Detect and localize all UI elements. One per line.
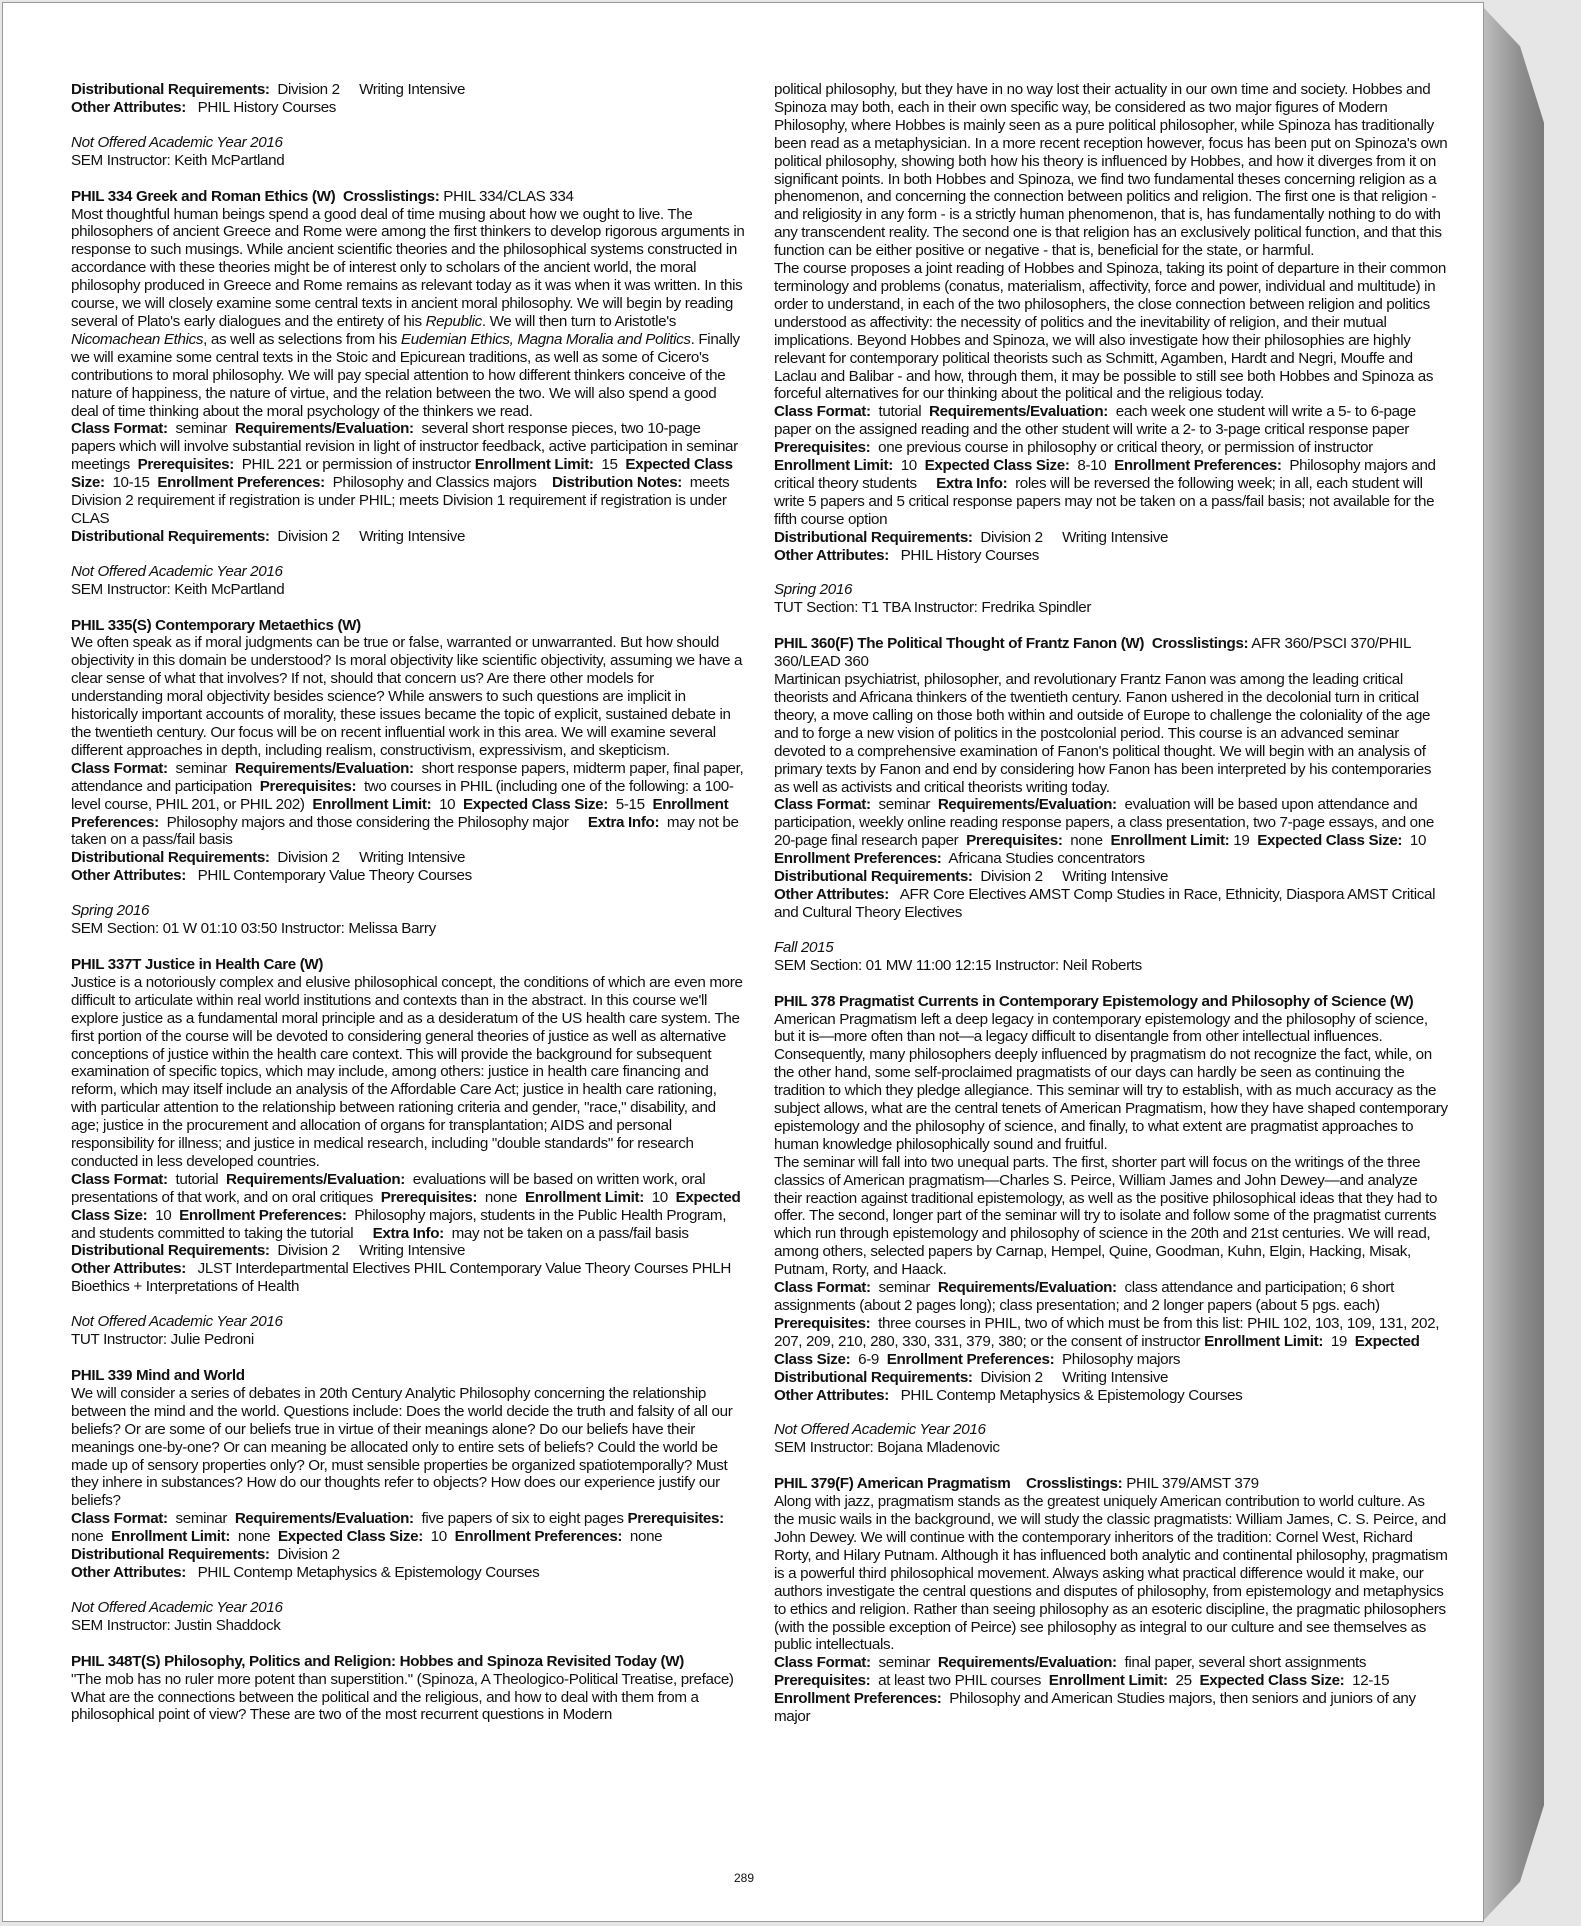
prereq-label: Prerequisites: <box>774 1314 871 1332</box>
dist-label: Distributional Requirements: <box>71 527 270 545</box>
course-details <box>71 1510 745 1546</box>
enroll-value: 10 <box>900 457 917 475</box>
enroll-label: Enrollment Limit: <box>474 456 594 474</box>
left-column <box>71 81 745 1742</box>
course-quote: "The mob has no ruler more potent than superstition." (Spinoza, A Theologico-Political Treatise, preface) <box>71 1670 734 1688</box>
course-phil-378 <box>774 993 1448 1458</box>
attr-value: PHIL Contemp Metaphysics & Epistemology Courses <box>197 1563 540 1581</box>
course-phil-348t-cont <box>774 81 1448 617</box>
format-value: seminar <box>175 420 228 438</box>
course-title: PHIL 378 Pragmatist Currents in Contemporary Epistemology and Philosophy of Science (W) <box>774 992 1414 1010</box>
course-description-2: The seminar will fall into two unequal parts. The first, shorter part will focus on the writings of the three classics of American pragmatism—Charles S. Peirce, William James and John Dewey—and analyze their reaction against traditional epistemology, as well as the positive philosophical ideas that they had to offer. The second, longer part of the seminar will try to isolate and follow some of the pragmatist currents which run through epistemology and philosophy of science in the 20th and 21st centuries. We will read, among others, selected papers by Carnap, Hempel, Quine, Goodman, Kuhn, Elgin, Hacking, Misak, Putnam, Rorty, and Haack. <box>774 1153 1438 1279</box>
extra-label: Extra Info: <box>587 813 660 831</box>
attr-label: Other Attributes: <box>71 1260 186 1278</box>
section-info: TUT Instructor: Julie Pedroni <box>71 1331 254 1349</box>
pref-value: Africana Studies concentrators <box>948 850 1145 868</box>
dist-label: Distributional Requirements: <box>774 528 973 546</box>
size-value: 8-10 <box>1077 457 1107 475</box>
size-label: Expected Class Size: <box>463 795 608 813</box>
req-label: Requirements/Evaluation: <box>937 796 1117 814</box>
format-label: Class Format: <box>71 1170 168 1188</box>
section-info: SEM Section: 01 W 01:10 03:50 Instructor: Melissa Barry <box>71 920 436 938</box>
req-label: Requirements/Evaluation: <box>937 1654 1117 1672</box>
size-label: Expected Class Size: <box>1257 832 1403 850</box>
course-details <box>71 760 745 850</box>
section-info: SEM Instructor: Keith McPartland <box>71 151 285 169</box>
text-line <box>71 1242 745 1260</box>
section-info: TUT Section: T1 TBA Instructor: Fredrika Spindler <box>774 599 1092 617</box>
dist-label: Distributional Requirements: <box>71 1242 270 1260</box>
attr-value: PHIL Contemporary Value Theory Courses <box>197 867 472 885</box>
attr-value: PHIL Contemp Metaphysics & Epistemology Courses <box>900 1386 1243 1404</box>
format-label: Class Format: <box>774 403 871 421</box>
enroll-value: 25 <box>1175 1672 1192 1690</box>
req-value: evaluation will be based upon attendance and participation, weekly online reading response papers, a class presentation, two 7-page essays, and one 20-page final research paper <box>774 796 1434 850</box>
section-info: SEM Instructor: Justin Shaddock <box>71 1616 281 1634</box>
format-value: seminar <box>175 1510 228 1528</box>
catalog-page <box>2 2 1484 1922</box>
course-description <box>71 206 745 421</box>
section-info: SEM Section: 01 MW 11:00 12:15 Instructor: Neil Roberts <box>774 956 1142 974</box>
dist-value: Division 2 <box>277 81 340 98</box>
enroll-label: Enrollment Limit: <box>774 457 893 475</box>
offering-term: Spring 2016 <box>71 902 150 920</box>
prereq-value: one previous course in philosophy or critical theory, or permission of instructor <box>878 439 1373 457</box>
req-value: five papers of six to eight pages <box>421 1510 624 1528</box>
req-value: several short response pieces, two 10-page papers which will involve substantial revision in light of instructor feedback, active participation in seminar meetings <box>71 420 738 474</box>
pref-value: Philosophy and American Studies majors, then seniors and juniors of any major <box>774 1690 1416 1726</box>
pref-value: Philosophy majors and critical theory students <box>774 457 1436 492</box>
dist-value: Division 2 <box>277 1546 340 1564</box>
crosslistings-value: PHIL 334/CLAS 334 <box>443 187 574 205</box>
text-line <box>774 886 1448 922</box>
pref-value: Philosophy majors, students in the Public Health Program, and students committed to taking the tutorial <box>71 1206 727 1242</box>
attr-label: Other Attributes: <box>71 867 186 885</box>
pref-label: Enrollment Preferences: <box>157 474 325 492</box>
pref-label: Enrollment Preferences: <box>179 1206 347 1224</box>
text-line <box>71 1546 745 1564</box>
offering-term: Fall 2015 <box>774 938 834 956</box>
course-title: PHIL 334 Greek and Roman Ethics (W) <box>71 187 336 205</box>
dist-value2: Writing Intensive <box>1062 868 1169 886</box>
dist-label: Distributional Requirements: <box>71 1546 270 1564</box>
dist-value2: Writing Intensive <box>359 849 466 867</box>
dist-label: Distributional Requirements: <box>774 868 973 886</box>
course-title: PHIL 379(F) American Pragmatism <box>774 1475 1011 1493</box>
size-value: 10-15 <box>112 474 150 492</box>
course-details <box>774 1654 1448 1726</box>
pref-label: Enrollment Preferences: <box>774 850 942 868</box>
course-description: Martinican psychiatrist, philosopher, and revolutionary Frantz Fanon was among the leading critical theorists and Africana thinkers of the twentieth century. Fanon ushered in the decolonial turn in critical theory, a move calling on those both within and outside of Europe to challenge the coloniality of the age and to forge a new vision of politics in the postcolonial period. This course is an advanced seminar devoted to a comprehensive examination of Fanon's political thought. We will begin with an analysis of primary texts by Fanon and end by considering how Fanon has been interpreted by his contemporaries as well as activists and critical theorists writing today. <box>774 671 1432 796</box>
enroll-value: none <box>237 1528 271 1546</box>
size-label: Expected Class Size: <box>277 1528 423 1546</box>
attr-label: Other Attributes: <box>774 1386 889 1404</box>
enroll-value: 10 <box>439 795 456 813</box>
text-line <box>71 528 745 546</box>
crosslistings-value: PHIL 379/AMST 379 <box>1126 1475 1259 1493</box>
size-label: Expected Class Size: <box>924 457 1070 475</box>
prev-course-tail <box>71 81 745 170</box>
course-details <box>774 796 1448 868</box>
extra-label: Extra Info: <box>372 1224 444 1242</box>
format-value: tutorial <box>175 1170 219 1188</box>
pref-value: Philosophy and Classics majors <box>332 474 537 492</box>
crosslistings-label: Crosslistings: <box>1151 635 1249 653</box>
attr-label: Other Attributes: <box>71 1563 186 1581</box>
course-description: What are the connections between the political and the religious, and how to deal with them from a philosophical point of view? These are two of the most recurrent questions in Modern <box>71 1688 699 1724</box>
text-line <box>71 1260 745 1296</box>
text-line <box>774 1369 1448 1387</box>
format-value: seminar <box>175 759 228 777</box>
dist-value2: Writing Intensive <box>1062 1368 1169 1386</box>
prereq-value: three courses in PHIL, two of which must be from this list: PHIL 102, 103, 109, 131, 202, 207, 209, 210, 280, 330, 331, 379, 380; or the consent of instructor <box>774 1314 1440 1350</box>
desc-c: , as well as selections from his <box>203 330 401 348</box>
enroll-label: Enrollment Limit: <box>1048 1672 1168 1690</box>
pref-value: Philosophy majors and those considering the Philosophy major <box>166 813 569 831</box>
course-phil-360 <box>774 635 1448 974</box>
text-line <box>774 547 1448 565</box>
crosslistings-label: Crosslistings: <box>1025 1475 1123 1493</box>
format-label: Class Format: <box>71 759 168 777</box>
course-description: Justice is a notoriously complex and elusive philosophical concept, the conditions of which are even more difficult to articulate within real world institutions and contexts than in the abstract. In this course we'll explore justice as a fundamental moral principle and as a desideratum of the US health care system. The first portion of the course will be devoted to considering general theories of justice as well as alternative conceptions of justice within the health care context. This will provide the background for subsequent examination of specific topics, which may include, among others: justice in health care financing and reform, which may itself include an analysis of the Affordable Care Act; justice in health care rationing, with particular attention to the relationship between rationing criteria and gender, "race," disability, and age; justice in the procurement and allocation of organs for transplantation; AIDS and personal responsibility for illness; and justice in medical research, including "double standards" for research conducted in less developed countries. <box>71 973 743 1170</box>
desc-i1: Republic <box>425 312 482 330</box>
size-label: Expected Class Size: <box>71 456 733 492</box>
pref-value: Philosophy majors <box>1062 1350 1181 1368</box>
format-value: seminar <box>878 796 931 814</box>
prereq-label: Prerequisites: <box>774 439 871 457</box>
dist-value: Division 2 <box>980 868 1043 886</box>
course-phil-335 <box>71 617 745 938</box>
pref-label: Enrollment Preferences: <box>454 1528 623 1546</box>
attr-label: Other Attributes: <box>774 546 889 564</box>
course-phil-339 <box>71 1367 745 1635</box>
desc-a: Most thoughtful human beings spend a good deal of time musing about how we ought to live. The philosophers of ancient Greece and Rome were among the first thinkers to develop rigorous arguments in response to such musings. While ancient scientific theories and the philosophical systems constructed in accordance with these theories might be of interest only to scholars of the ancient world, the moral philosophy produced in Greece and Rome remains as relevant today as it was when it was written. In this course, we will closely examine some central texts in ancient moral philosophy. We will begin by reading several of Plato's early dialogues and the entirety of his <box>71 205 745 330</box>
dist-value2: Writing Intensive <box>359 527 466 545</box>
course-description: American Pragmatism left a deep legacy in contemporary epistemology and the philosophy of science, but it is—more often than not—a legacy difficult to disentangle from other intellectual influences. Consequently, many philosophers deeply influenced by pragmatism do not recognize the fact, while, on the other hand, some self-proclaimed pragmatists of our days can hardly be seen as continuing the tradition to which they pledge allegiance. This seminar will try to establish, with as much accuracy as the subject allows, what are the central tenets of American Pragmatism, how they have shaped contemporary epistemology and the philosophy of science, and finally, to what extent are pragmatist approaches to human knowledge philosophically sound and fruitful. <box>774 1010 1448 1153</box>
offering-term: Not Offered Academic Year 2016 <box>71 562 283 580</box>
offering-term: Not Offered Academic Year 2016 <box>71 1313 283 1331</box>
page-number: 289 <box>733 1871 755 1885</box>
text-line <box>774 529 1448 547</box>
req-label: Requirements/Evaluation: <box>234 1510 414 1528</box>
dist-value2: Writing Intensive <box>359 1242 466 1260</box>
size-value: 5-15 <box>615 795 645 813</box>
course-details <box>774 403 1448 528</box>
enroll-label: Enrollment Limit: <box>312 795 432 813</box>
prereq-label: Prerequisites: <box>627 1510 724 1528</box>
course-description: We often speak as if moral judgments can be true or false, warranted or unwarranted. But how should objectivity in this domain be understood? Is moral objectivity like scientific objectivity, assuming we have a clear sense of what that involves? If not, should that concern us? Are there other models for understanding moral objectivity besides science? While answers to such questions are implicit in historically important accounts of morality, these issues became the topic of explicit, sustained debate in the twentieth century. Our focus will be on recent influential work in this area. We will examine several different approaches in depth, including realism, constructivism, expressivism, and skepticism. <box>71 634 743 759</box>
course-title: PHIL 335(S) Contemporary Metaethics (W) <box>71 616 361 634</box>
text-line <box>774 635 1448 671</box>
crosslistings-label: Crosslistings: <box>343 187 440 205</box>
prereq-label: Prerequisites: <box>259 777 357 795</box>
size-label: Expected Class Size: <box>774 1332 1420 1368</box>
course-title: PHIL 348T(S) Philosophy, Politics and Religion: Hobbes and Spinoza Revisited Today (W) <box>71 1652 684 1670</box>
req-label: Requirements/Evaluation: <box>929 403 1108 421</box>
course-phil-348t <box>71 1653 745 1725</box>
prereq-label: Prerequisites: <box>380 1188 478 1206</box>
notes-label: Distribution Notes: <box>551 474 682 492</box>
enroll-label: Enrollment Limit: <box>1110 832 1230 850</box>
prereq-label: Prerequisites: <box>966 832 1063 850</box>
section-info: SEM Instructor: Keith McPartland <box>71 580 285 598</box>
attr-label: Other Attributes: <box>71 98 186 116</box>
pref-value: none <box>629 1528 663 1546</box>
extra-value: may not be taken on a pass/fail basis <box>71 813 739 849</box>
course-phil-379 <box>774 1475 1448 1726</box>
req-label: Requirements/Evaluation: <box>937 1279 1117 1297</box>
crosslistings-value: AFR 360/PSCI 370/PHIL 360/LEAD 360 <box>774 635 1411 671</box>
enroll-label: Enrollment Limit: <box>525 1188 644 1206</box>
pref-label: Enrollment Preferences: <box>1114 457 1282 475</box>
extra-value: roles will be reversed the following week; in all, each student will write 5 papers and 5 critical response papers may not be taken on a pass/fail basis; not available for the fifth course option <box>774 474 1435 528</box>
text-line <box>71 81 745 99</box>
prereq-value: none <box>484 1188 518 1206</box>
attr-value: JLST Interdepartmental Electives PHIL Contemporary Value Theory Courses PHLH Bioethics + Interpretations of Health <box>71 1260 731 1296</box>
text-line <box>774 1387 1448 1405</box>
prereq-label: Prerequisites: <box>774 1672 871 1690</box>
format-value: seminar <box>878 1279 931 1297</box>
course-description: political philosophy, but they have in no way lost their actuality in our own time and society. Hobbes and Spinoza may both, each in their own specific way, be considered as two major figures of Modern Philosophy, where Hobbes is mainly seen as a pure political philosopher, while Spinoza has traditionally been read as a metaphysician. In a more recent reception however, focus has been put on Spinoza's own political philosophy, showing both how his theory is influenced by Hobbes, and how it diverges from it on significant points. In both Hobbes and Spinoza, we find two fundamental theses concerning religion as a phenomenon, and concerning the connection between politics and religion. The first one is that religion - and religiosity in any form - is a strictly human phenomenon, that is, has fundamentally nothing to do with any transcendent reality. The second one is that religion has an exclusively political function, and that this function can be either positive or negative - that is, beneficial for the state, or harmful. <box>774 81 1448 260</box>
text-line <box>71 99 745 117</box>
dist-value: Division 2 <box>277 527 340 545</box>
size-value: 10 <box>155 1206 172 1224</box>
format-value: tutorial <box>878 403 922 421</box>
prereq-value: two courses in PHIL (including one of the following: a 100-level course, PHIL 201, or PHIL 202) <box>71 777 734 813</box>
course-details <box>774 1279 1448 1369</box>
format-label: Class Format: <box>774 1654 871 1672</box>
req-value: class attendance and participation; 6 short assignments (about 2 pages long); class presentation; and 2 longer papers (about 5 pgs. each) <box>774 1279 1394 1314</box>
size-value: 6-9 <box>858 1350 880 1368</box>
text-line <box>71 1564 745 1582</box>
section-info: SEM Instructor: Bojana Mladenovic <box>774 1439 1000 1457</box>
course-phil-337t <box>71 956 745 1349</box>
course-title: PHIL 339 Mind and World <box>71 1367 245 1384</box>
prereq-value: at least two PHIL courses <box>878 1672 1042 1690</box>
dist-label: Distributional Requirements: <box>71 81 270 98</box>
req-label: Requirements/Evaluation: <box>226 1170 405 1188</box>
page-stack-edge <box>1484 8 1544 1920</box>
desc-i3: Eudemian Ethics, Magna Moralia and Politics <box>400 330 691 348</box>
desc-i2: Nicomachean Ethics <box>71 330 204 348</box>
offering-term: Not Offered Academic Year 2016 <box>774 1421 986 1439</box>
course-description: Along with jazz, pragmatism stands as the greatest uniquely American contribution to world culture. As the music wails in the background, we will study the classic pragmatists: William James, C. S. Peirce, and John Dewey. We will continue with the contemporary inheritors of the tradition: Cornel West, Richard Rorty, and Hilary Putnam. Although it has influenced both analytic and continental philosophy, pragmatism is a powerful third philosophical movement. Always asking what practical difference would it make, our authors investigate the central questions and disputes of philosophy, from epistemology and metaphysics to ethics and religion. Rather than seeing philosophy as an esoteric discipline, the pragmatic philosophers (with the possible exception of Peirce) see philosophy as integral to our culture and see themselves as public intellectuals. <box>774 1493 1448 1654</box>
course-description: We will consider a series of debates in 20th Century Analytic Philosophy concerning the relationship between the mind and the world. Questions include: Does the world decide the truth and falsity of all our beliefs? Or are some of our beliefs true in virtue of their meanings alone? Do our beliefs have their meanings one-by-one? Or can meaning be allocated only to entire sets of beliefs? Could the world be made up of sensory properties only? Or, must sensible properties be organized spatiotemporally? Must they inhere in substances? How do our thoughts refer to objects? How does our experience justify our beliefs? <box>71 1384 733 1510</box>
offering-term: Not Offered Academic Year 2016 <box>71 133 283 151</box>
pref-label: Enrollment Preferences: <box>774 1690 942 1708</box>
attr-value: PHIL History Courses <box>197 98 337 116</box>
dist-value: Division 2 <box>277 849 340 867</box>
prereq-label: Prerequisites: <box>137 456 234 474</box>
pref-label: Enrollment Preferences: <box>71 795 729 831</box>
req-value: each week one student will write a 5- to 6-page paper on the assigned reading and the other student will write a 2- to 3-page critical response paper <box>774 403 1416 439</box>
right-column <box>774 81 1448 1744</box>
desc-d: . Finally we will examine some central texts in the Stoic and Epicurean traditions, as well as some of Cicero's contributions to moral philosophy. We will pay special attention to how different thinkers conceive of the nature of happiness, the nature of virtue, and the relation between the two. We will also spend a good deal of time thinking about the moral psychology of the thinkers we read. <box>71 330 740 420</box>
attr-label: Other Attributes: <box>774 885 889 903</box>
course-title: PHIL 337T Justice in Health Care (W) <box>71 955 324 973</box>
size-value: 10 <box>1409 832 1427 850</box>
format-label: Class Format: <box>774 1279 871 1297</box>
dist-value2: Writing Intensive <box>1062 528 1169 546</box>
enroll-label: Enrollment Limit: <box>111 1528 231 1546</box>
dist-value2: Writing Intensive <box>359 81 466 98</box>
course-title: PHIL 360(F) The Political Thought of Frantz Fanon (W) <box>774 635 1145 653</box>
format-label: Class Format: <box>71 1510 168 1528</box>
offering-term: Not Offered Academic Year 2016 <box>71 1598 283 1616</box>
dist-label: Distributional Requirements: <box>71 849 270 867</box>
text-line <box>774 868 1448 886</box>
desc-b: . We will then turn to Aristotle's <box>481 312 677 330</box>
notes-value: meets Division 2 requirement if registration is under PHIL; meets Division 1 requirement if registration is under CLAS <box>71 474 730 527</box>
enroll-value: 19 <box>1233 832 1250 850</box>
text-line <box>71 867 745 885</box>
enroll-value: 15 <box>601 456 618 474</box>
dist-value: Division 2 <box>980 1368 1043 1386</box>
course-details <box>71 1171 745 1243</box>
extra-value: may not be taken on a pass/fail basis <box>451 1224 689 1242</box>
size-value: 10 <box>430 1528 447 1546</box>
dist-value: Division 2 <box>980 528 1043 546</box>
prereq-value: PHIL 221 or permission of instructor <box>241 456 471 474</box>
enroll-value: 19 <box>1330 1332 1348 1350</box>
req-value: final paper, several short assignments <box>1124 1654 1367 1672</box>
req-label: Requirements/Evaluation: <box>234 420 414 438</box>
enroll-label: Enrollment Limit: <box>1204 1332 1324 1350</box>
pref-label: Enrollment Preferences: <box>886 1350 1055 1368</box>
text-line <box>774 1475 1448 1493</box>
course-description-2: The course proposes a joint reading of Hobbes and Spinoza, taking its point of departure in their common terminology and problems (conatus, materialism, affectivity, force and power, individual and multitude) in order to understand, in each of the two philosophers, the close connection between religion and politics understood as affectivity: the necessity of politics and the inevitability of religion, and their mutual implications. Beyond Hobbes and Spinoza, we will also investigate how their philosophies are highly relevant for contemporary political theorists such as Schmitt, Agamben, Hardt and Negri, Mouffe and Laclau and Balibar - and how, through them, it may be possible to still see both Hobbes and Spinoza as forceful alternatives for our thinking about the political and the religious today. <box>774 260 1446 403</box>
prereq-value: none <box>1070 832 1103 850</box>
prereq-value: none <box>71 1528 104 1546</box>
course-phil-334 <box>71 188 745 599</box>
req-label: Requirements/Evaluation: <box>234 759 414 777</box>
enroll-value: 10 <box>651 1188 668 1206</box>
course-details <box>71 420 745 527</box>
text-line <box>71 188 745 206</box>
attr-value: PHIL History Courses <box>900 546 1040 564</box>
attr-value: AFR Core Electives AMST Comp Studies in Race, Ethnicity, Diaspora AMST Critical and Cultural Theory Electives <box>774 885 1436 921</box>
size-value: 12-15 <box>1352 1672 1390 1690</box>
format-label: Class Format: <box>71 420 168 438</box>
dist-value: Division 2 <box>277 1242 340 1260</box>
extra-label: Extra Info: <box>936 474 1008 492</box>
offering-term: Spring 2016 <box>774 581 853 599</box>
text-line <box>71 849 745 867</box>
format-label: Class Format: <box>774 796 871 814</box>
req-value: short response papers, midterm paper, final paper, attendance and participation <box>71 759 744 795</box>
size-label: Expected Class Size: <box>71 1188 741 1224</box>
dist-label: Distributional Requirements: <box>774 1368 973 1386</box>
size-label: Expected Class Size: <box>1199 1672 1345 1690</box>
req-value: evaluations will be based on written work, oral presentations of that work, and on oral critiques <box>71 1170 706 1206</box>
format-value: seminar <box>878 1654 931 1672</box>
